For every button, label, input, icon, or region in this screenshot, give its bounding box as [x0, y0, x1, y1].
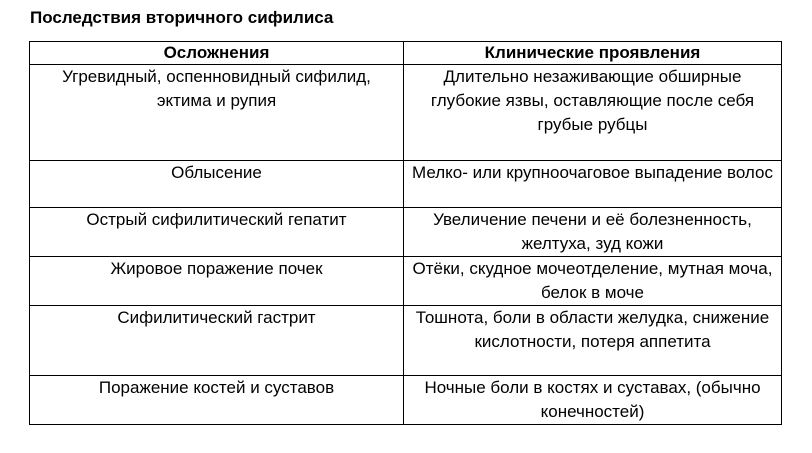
- manifestation-cell: Длительно незаживающие обширные глубокие язвы, оставляющие после себя грубые рубцы: [404, 65, 782, 161]
- page-title: Последствия вторичного сифилиса: [30, 8, 334, 27]
- table-row: [30, 208, 782, 257]
- complication-cell: Сифилитический гастрит: [30, 306, 404, 376]
- complication-cell: Острый сифилитический гепатит: [30, 208, 404, 257]
- column-header-complications: Осложнения: [30, 42, 404, 65]
- complication-cell: Облысение: [30, 161, 404, 208]
- complication-cell: Угревидный, оспенновидный сифилид, эктима и рупия: [30, 65, 404, 161]
- manifestation-cell: Отёки, скудное мочеотделение, мутная моча, белок в моче: [404, 257, 782, 306]
- table-row: [30, 65, 782, 161]
- manifestation-cell: Тошнота, боли в области желудка, снижение кислотности, потеря аппетита: [404, 306, 782, 376]
- complications-table: [29, 41, 782, 425]
- table-row: [30, 257, 782, 306]
- manifestation-cell: Ночные боли в костях и суставах, (обычно конечностей): [404, 376, 782, 425]
- table-row: [30, 376, 782, 425]
- manifestation-cell: Увеличение печени и её болезненность, желтуха, зуд кожи: [404, 208, 782, 257]
- table-row: [30, 306, 782, 376]
- table-header-row: [30, 42, 782, 65]
- complication-cell: Жировое поражение почек: [30, 257, 404, 306]
- manifestation-cell: Мелко- или крупноочаговое выпадение волос: [404, 161, 782, 208]
- complication-cell: Поражение костей и суставов: [30, 376, 404, 425]
- table-row: [30, 161, 782, 208]
- column-header-manifestations: Клинические проявления: [404, 42, 782, 65]
